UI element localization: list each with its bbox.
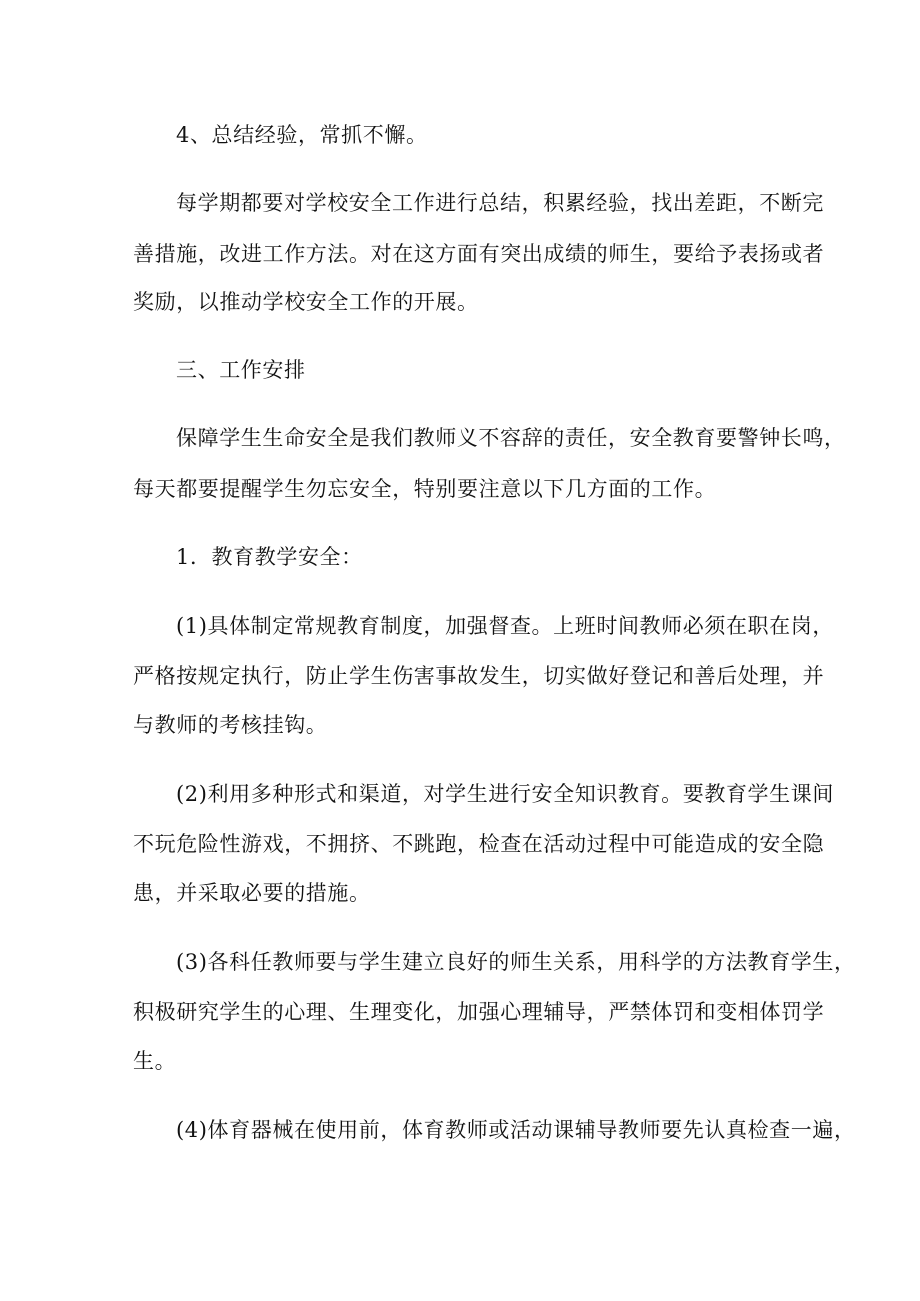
paragraph-line: (4)体育器械在使用前，体育教师或活动课辅导教师要先认真检查一遍， (176, 1118, 856, 1142)
section-heading: 三、工作安排 (176, 358, 306, 382)
subsection-heading: 1．教育教学安全： (176, 545, 363, 569)
paragraph-line: 积极研究学生的心理、生理变化，加强心理辅导，严禁体罚和变相体罚学 (133, 1000, 825, 1024)
paragraph-line: (2)利用多种形式和渠道，对学生进行安全知识教育。要教育学生课间 (176, 782, 834, 806)
paragraph-line: 患，并采取必要的措施。 (133, 881, 371, 905)
paragraph-line: 每天都要提醒学生勿忘安全，特别要注意以下几方面的工作。 (133, 477, 717, 501)
paragraph-line: 不玩危险性游戏，不拥挤、不跳跑，检查在活动过程中可能造成的安全隐 (133, 832, 825, 856)
paragraph-line: 保障学生生命安全是我们教师义不容辞的责任，安全教育要警钟长鸣， (176, 426, 846, 450)
paragraph-line: (1)具体制定常规教育制度，加强督查。上班时间教师必须在职在岗， (176, 614, 834, 638)
paragraph-line: 每学期都要对学校安全工作进行总结，积累经验，找出差距，不断完 (176, 191, 824, 215)
paragraph-line: 与教师的考核挂钩。 (133, 713, 328, 737)
item-heading-4: 4、总结经验，常抓不懈。 (176, 123, 428, 147)
paragraph-line: (3)各科任教师要与学生建立良好的师生关系，用科学的方法教育学生， (176, 950, 856, 974)
paragraph-line: 生。 (133, 1049, 177, 1073)
paragraph-line: 善措施，改进工作方法。对在这方面有突出成绩的师生，要给予表扬或者 (133, 242, 825, 266)
paragraph-line: 奖励，以推动学校安全工作的开展。 (133, 290, 479, 314)
paragraph-line: 严格按规定执行，防止学生伤害事故发生，切实做好登记和善后处理，并 (133, 664, 825, 688)
